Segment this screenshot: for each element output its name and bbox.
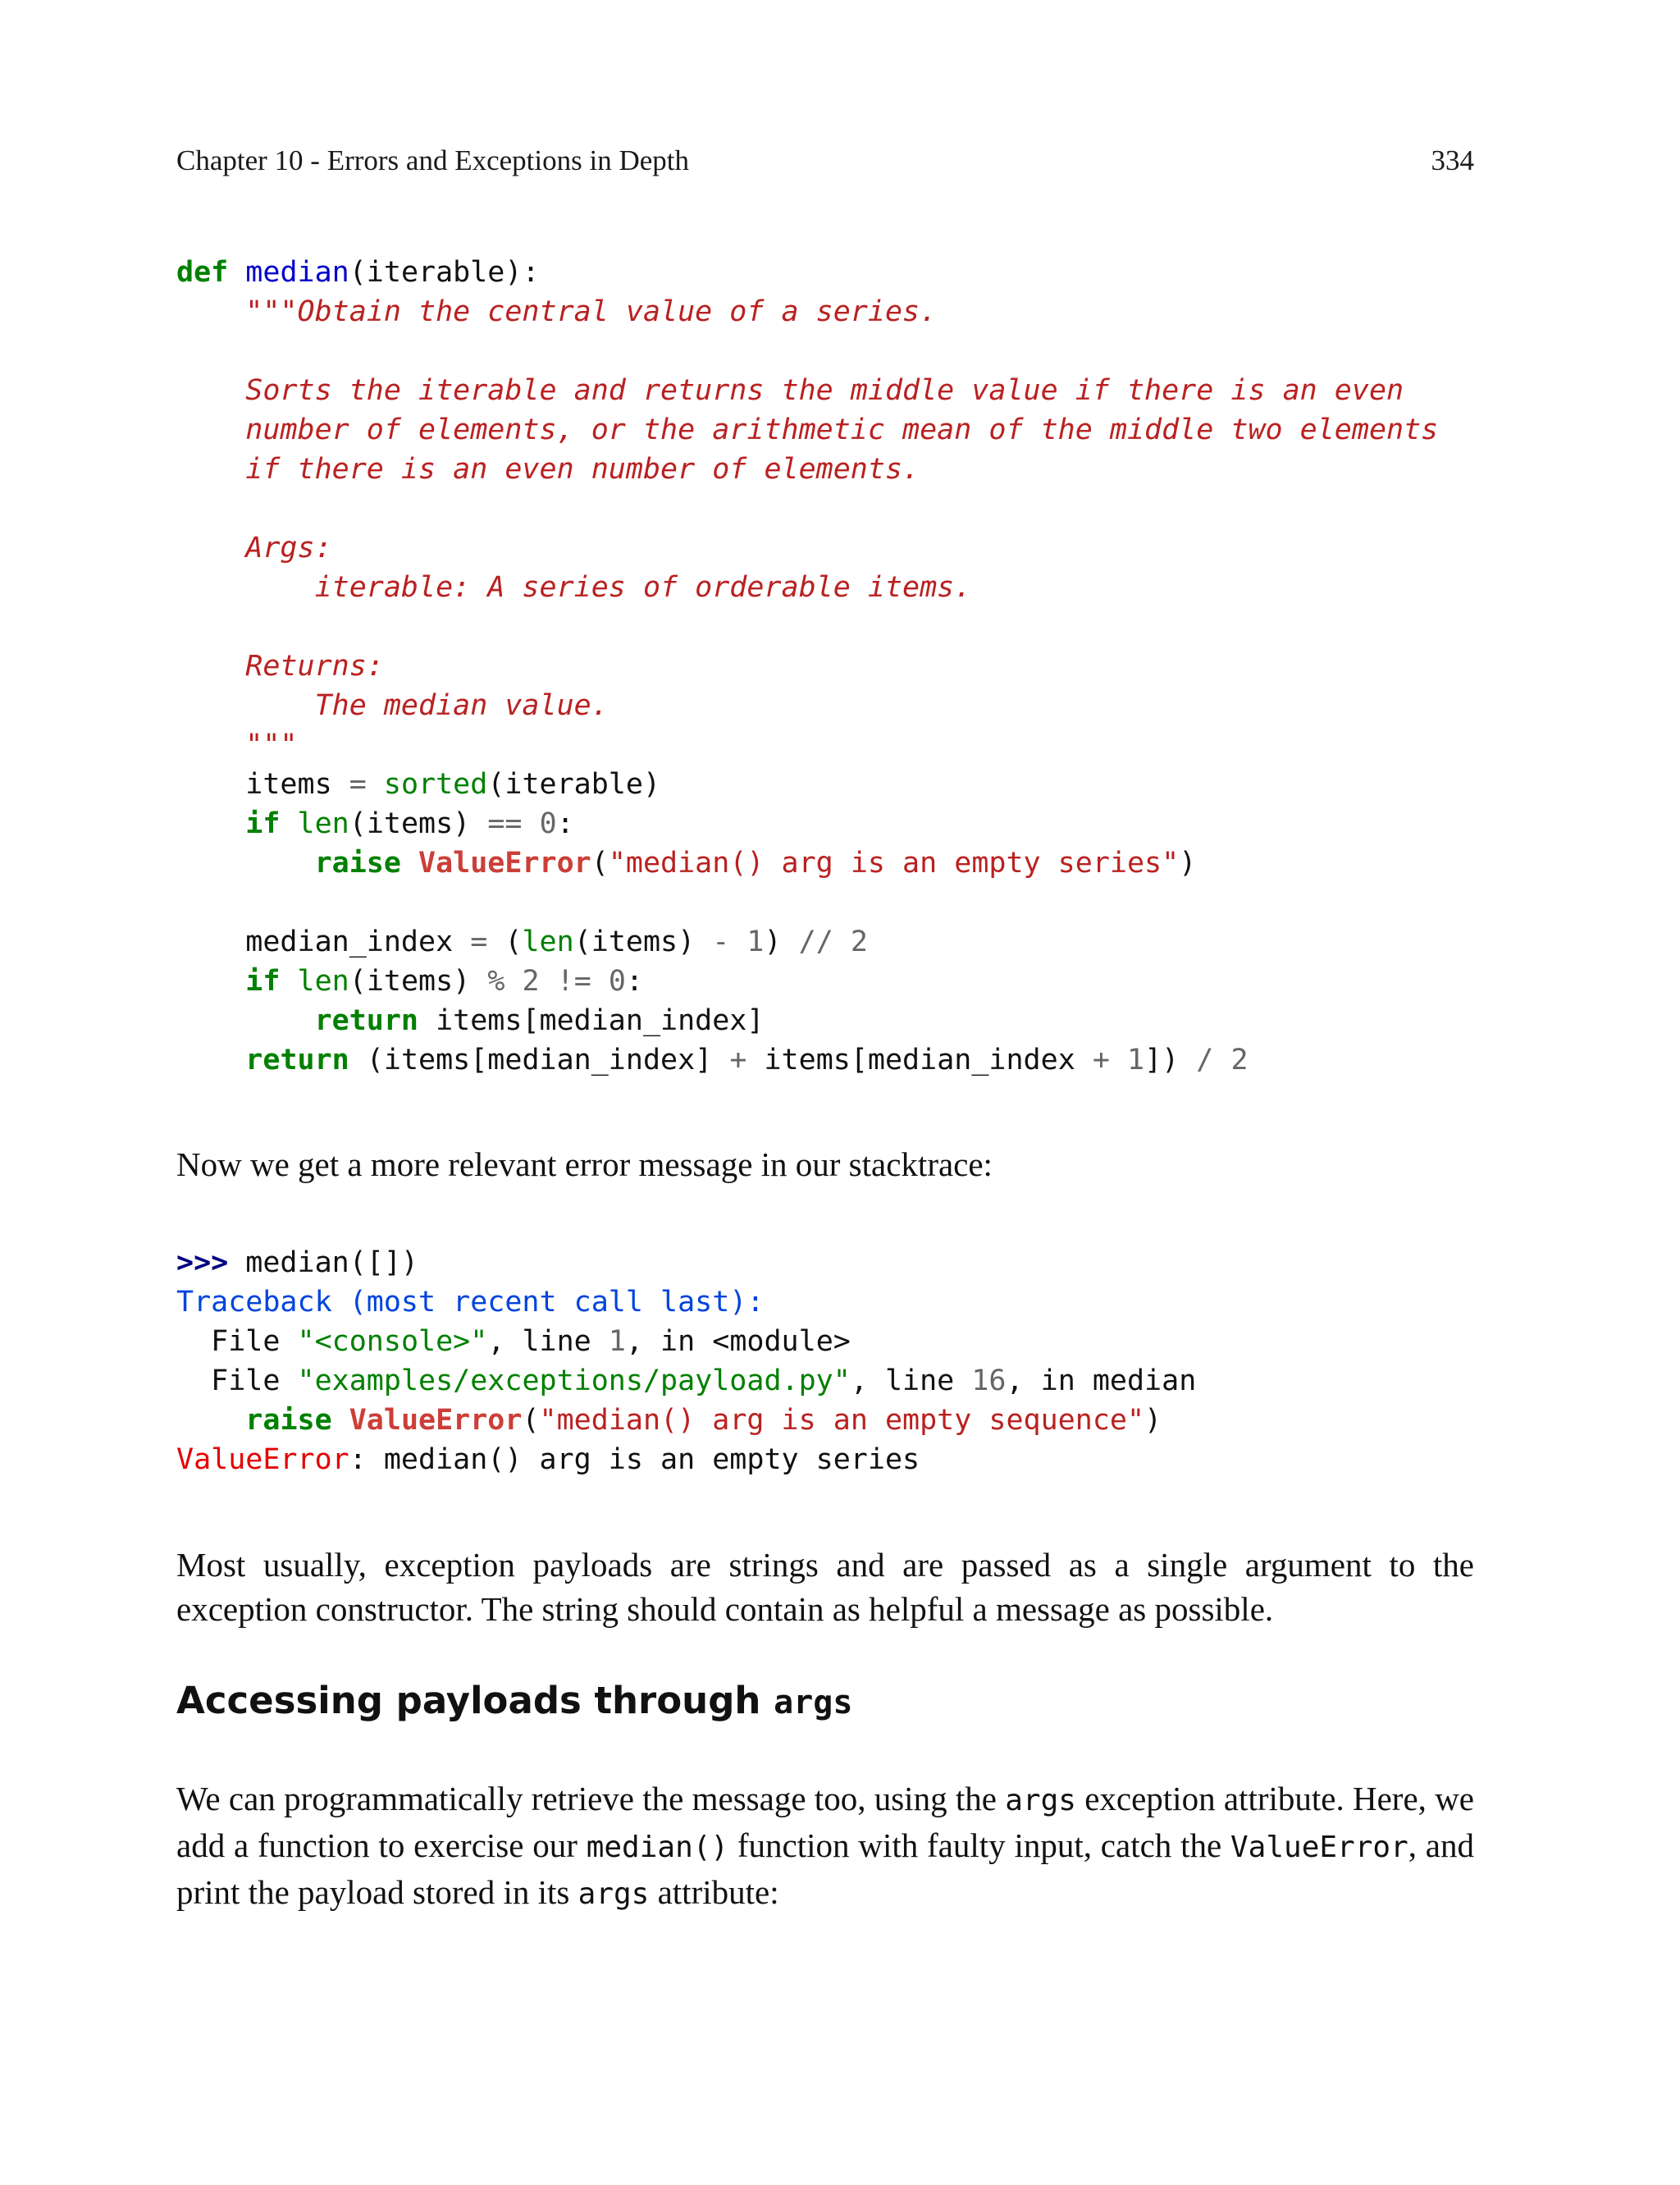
code-line: if len(items) == 0: bbox=[245, 807, 574, 840]
code-line: if len(items) % 2 != 0: bbox=[245, 965, 644, 998]
code-line: Sorts the iterable and returns the middle value if there is an even bbox=[176, 374, 1404, 407]
code-line: >>> median([]) bbox=[176, 1246, 419, 1279]
code-block-median bbox=[176, 253, 1438, 1080]
code-line: def median(iterable): bbox=[176, 256, 540, 289]
inline-code: median() bbox=[586, 1831, 729, 1864]
code-line: ValueError: median() arg is an empty series bbox=[176, 1443, 920, 1476]
code-line: median_index = (len(items) - 1) // 2 bbox=[176, 926, 868, 958]
body-paragraph: Now we get a more relevant error message in our stacktrace: bbox=[176, 1145, 993, 1183]
chapter-title: Chapter 10 - Errors and Exceptions in Depth bbox=[176, 144, 689, 176]
running-header bbox=[176, 144, 1474, 177]
code-line: raise ValueError("median() arg is an empty series") bbox=[314, 847, 1197, 880]
heading-code: args bbox=[774, 1684, 853, 1721]
heading-text: Accessing payloads through bbox=[176, 1679, 774, 1722]
code-line bbox=[176, 331, 1438, 371]
code-line bbox=[176, 489, 1438, 528]
inline-code: args bbox=[1005, 1784, 1076, 1817]
inline-code: ValueError bbox=[1230, 1831, 1408, 1864]
inline-code: args bbox=[578, 1877, 650, 1911]
code-line: """Obtain the central value of a series. bbox=[176, 295, 938, 328]
code-line: The median value. bbox=[176, 689, 609, 722]
page-number: 334 bbox=[1431, 144, 1474, 176]
code-line: Traceback (most recent call last): bbox=[176, 1286, 765, 1319]
code-line: raise ValueError("median() arg is an empty sequence") bbox=[245, 1404, 1162, 1437]
code-line: File "examples/exceptions/payload.py", line 16, in median bbox=[176, 1364, 1197, 1397]
code-line bbox=[176, 883, 1438, 922]
code-line: """ bbox=[176, 729, 298, 761]
code-line: items = sorted(iterable) bbox=[176, 768, 661, 801]
code-line: number of elements, or the arithmetic mean of the middle two elements bbox=[176, 414, 1439, 446]
code-line bbox=[176, 607, 1438, 647]
code-block-traceback bbox=[176, 1243, 1196, 1479]
body-paragraph: Most usually, exception payloads are strings and are passed as a single argument to the exception constructor. The string should contain as helpful a message as possible. bbox=[176, 1546, 1474, 1628]
body-paragraph: We can programmatically retrieve the message too, using the args exception attribute. Here, we add a function to exercise our median() function with faulty input, catch the ValueError, and print the payload stored in its args attribute: bbox=[176, 1780, 1475, 1911]
code-line: iterable: A series of orderable items. bbox=[176, 571, 972, 604]
code-line: File "<console>", line 1, in <module> bbox=[176, 1325, 851, 1358]
section-heading bbox=[176, 1679, 852, 1722]
code-line: Returns: bbox=[176, 650, 384, 683]
code-line: Args: bbox=[176, 532, 332, 565]
code-line: return (items[median_index] + items[median_index + 1]) / 2 bbox=[245, 1044, 1249, 1077]
code-line: if there is an even number of elements. bbox=[176, 453, 920, 486]
code-line: return items[median_index] bbox=[314, 1004, 765, 1037]
